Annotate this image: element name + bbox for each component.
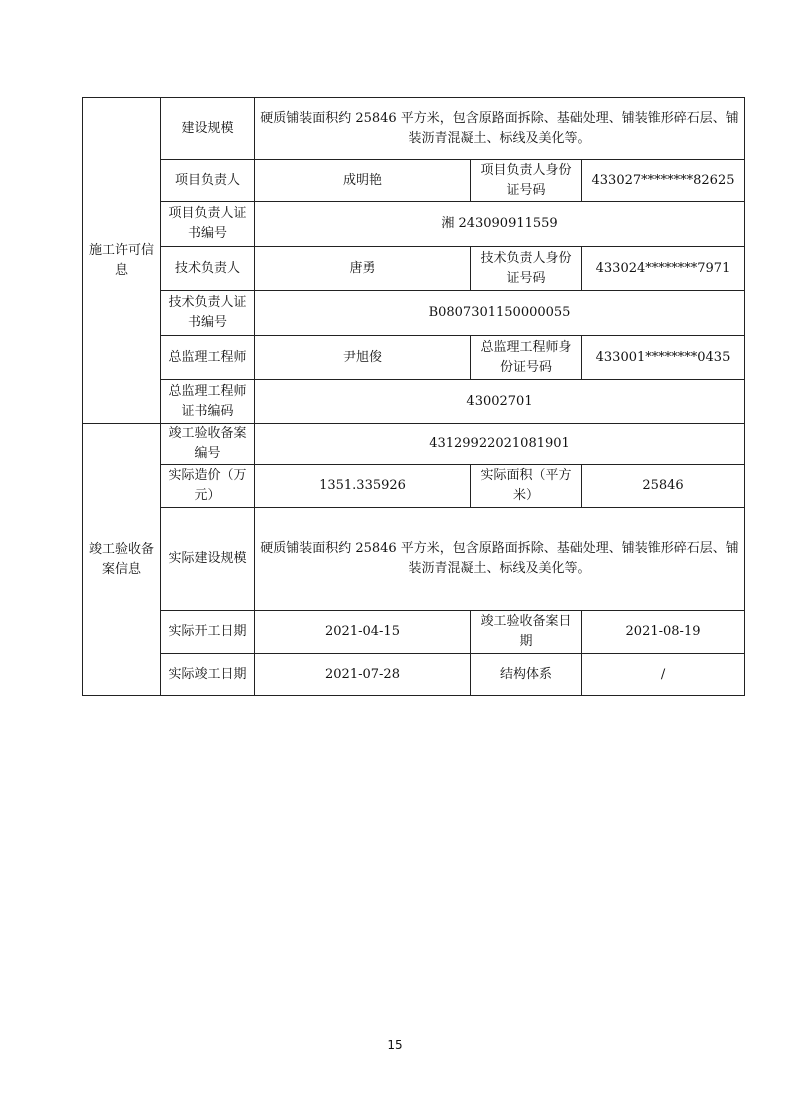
label-cell: 项目负责人证书编号 xyxy=(161,202,255,247)
label-cell: 竣工验收备案日期 xyxy=(471,611,582,654)
value-cell: 1351.335926 xyxy=(255,465,471,508)
table-row xyxy=(83,98,745,160)
label-cell: 实际竣工日期 xyxy=(161,654,255,696)
value-cell: 25846 xyxy=(582,465,745,508)
label-cell: 技术负责人 xyxy=(161,247,255,291)
label-cell: 技术负责人身份证号码 xyxy=(471,247,582,291)
label-cell: 实际面积（平方米） xyxy=(471,465,582,508)
label-cell: 项目负责人身份证号码 xyxy=(471,160,582,202)
page-number: 15 xyxy=(387,1038,403,1052)
value-cell: 硬质铺装面积约 25846 平方米，包含原路面拆除、基础处理、铺装锥形碎石层、铺装沥青混凝土、标线及美化等。 xyxy=(255,508,745,611)
value-cell: 43129922021081901 xyxy=(255,424,745,465)
value-cell: 433001********0435 xyxy=(582,336,745,380)
table-row xyxy=(83,611,745,654)
label-cell: 竣工验收备案编号 xyxy=(161,424,255,465)
value-cell: 2021-04-15 xyxy=(255,611,471,654)
table-row xyxy=(83,380,745,424)
label-cell: 总监理工程师证书编码 xyxy=(161,380,255,424)
label-cell: 技术负责人证书编号 xyxy=(161,291,255,336)
table-row xyxy=(83,291,745,336)
label-cell: 项目负责人 xyxy=(161,160,255,202)
label-cell: 实际建设规模 xyxy=(161,508,255,611)
value-cell: 2021-08-19 xyxy=(582,611,745,654)
value-cell: 硬质铺装面积约 25846 平方米，包含原路面拆除、基础处理、铺装锥形碎石层、铺装沥青混凝土、标线及美化等。 xyxy=(255,98,745,160)
value-cell: 43002701 xyxy=(255,380,745,424)
value-cell: 成明艳 xyxy=(255,160,471,202)
label-cell: 实际造价（万元） xyxy=(161,465,255,508)
value-cell: / xyxy=(582,654,745,696)
value-cell: B0807301150000055 xyxy=(255,291,745,336)
table-row xyxy=(83,508,745,611)
table-row xyxy=(83,160,745,202)
value-cell: 2021-07-28 xyxy=(255,654,471,696)
project-info-table xyxy=(82,97,745,696)
label-cell: 总监理工程师身份证号码 xyxy=(471,336,582,380)
permit-group-label: 施工许可信息 xyxy=(83,98,161,424)
value-cell: 433027********82625 xyxy=(582,160,745,202)
value-cell: 唐勇 xyxy=(255,247,471,291)
completion-group-label: 竣工验收备案信息 xyxy=(83,424,161,696)
value-cell: 433024********7971 xyxy=(582,247,745,291)
table-row xyxy=(83,336,745,380)
label-cell: 建设规模 xyxy=(161,98,255,160)
value-cell: 尹旭俊 xyxy=(255,336,471,380)
value-cell: 湘 243090911559 xyxy=(255,202,745,247)
label-cell: 结构体系 xyxy=(471,654,582,696)
table-row xyxy=(83,247,745,291)
table-row xyxy=(83,202,745,247)
label-cell: 实际开工日期 xyxy=(161,611,255,654)
label-cell: 总监理工程师 xyxy=(161,336,255,380)
table-row xyxy=(83,654,745,696)
table-row xyxy=(83,424,745,465)
table-row xyxy=(83,465,745,508)
